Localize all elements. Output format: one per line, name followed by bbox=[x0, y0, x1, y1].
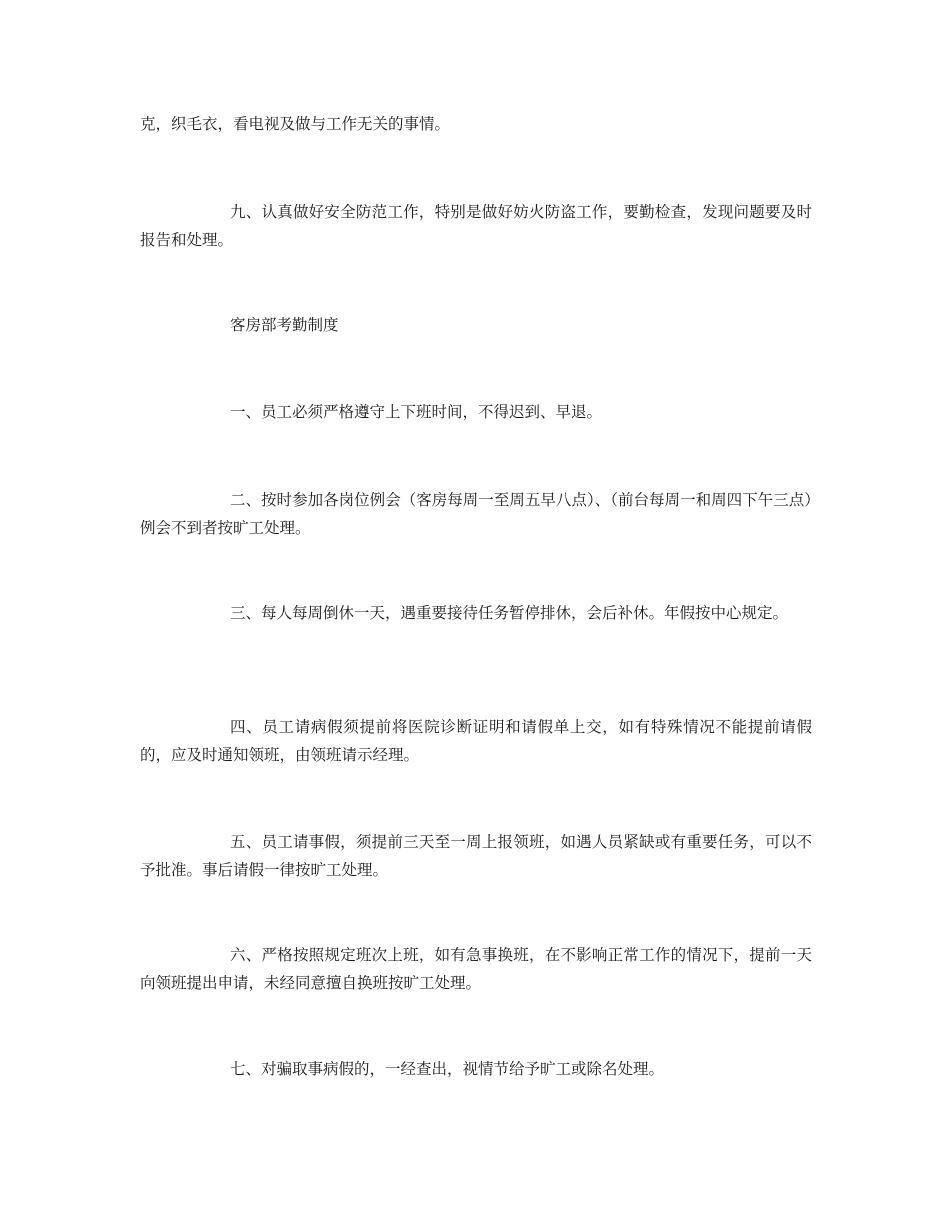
paragraph-item-6: 六、严格按照规定班次上班，如有急事换班，在不影响正常工作的情况下，提前一天向领班提出申请，未经同意擅自换班按旷工处理。 bbox=[140, 946, 812, 992]
paragraph-continuation: 克，织毛衣，看电视及做与工作无关的事情。 bbox=[140, 115, 451, 133]
paragraph-item-9: 九、认真做好安全防范工作，特别是做好妨火防盗工作，要勤检查，发现问题要及时报告和处理。 bbox=[140, 203, 812, 249]
paragraph-item-3: 三、每人每周倒休一天，遇重要接待任务暂停排休，会后补休。年假按中心规定。 bbox=[230, 604, 789, 622]
section-heading: 客房部考勤制度 bbox=[230, 316, 339, 334]
paragraph-item-5: 五、员工请事假，须提前三天至一周上报领班，如遇人员紧缺或有重要任务，可以不予批准。事后请假一律按旷工处理。 bbox=[140, 833, 812, 879]
paragraph-item-4: 四、员工请病假须提前将医院诊断证明和请假单上交，如有特殊情况不能提前请假的，应及时通知领班，由领班请示经理。 bbox=[140, 718, 812, 764]
paragraph-item-1: 一、员工必须严格遵守上下班时间，不得迟到、早退。 bbox=[230, 403, 603, 421]
paragraph-item-2: 二、按时参加各岗位例会（客房每周一至周五早八点）、（前台每周一和周四下午三点）例会不到者按旷工处理。 bbox=[140, 491, 812, 537]
paragraph-item-7: 七、对骗取事病假的，一经查出，视情节给予旷工或除名处理。 bbox=[230, 1060, 665, 1078]
